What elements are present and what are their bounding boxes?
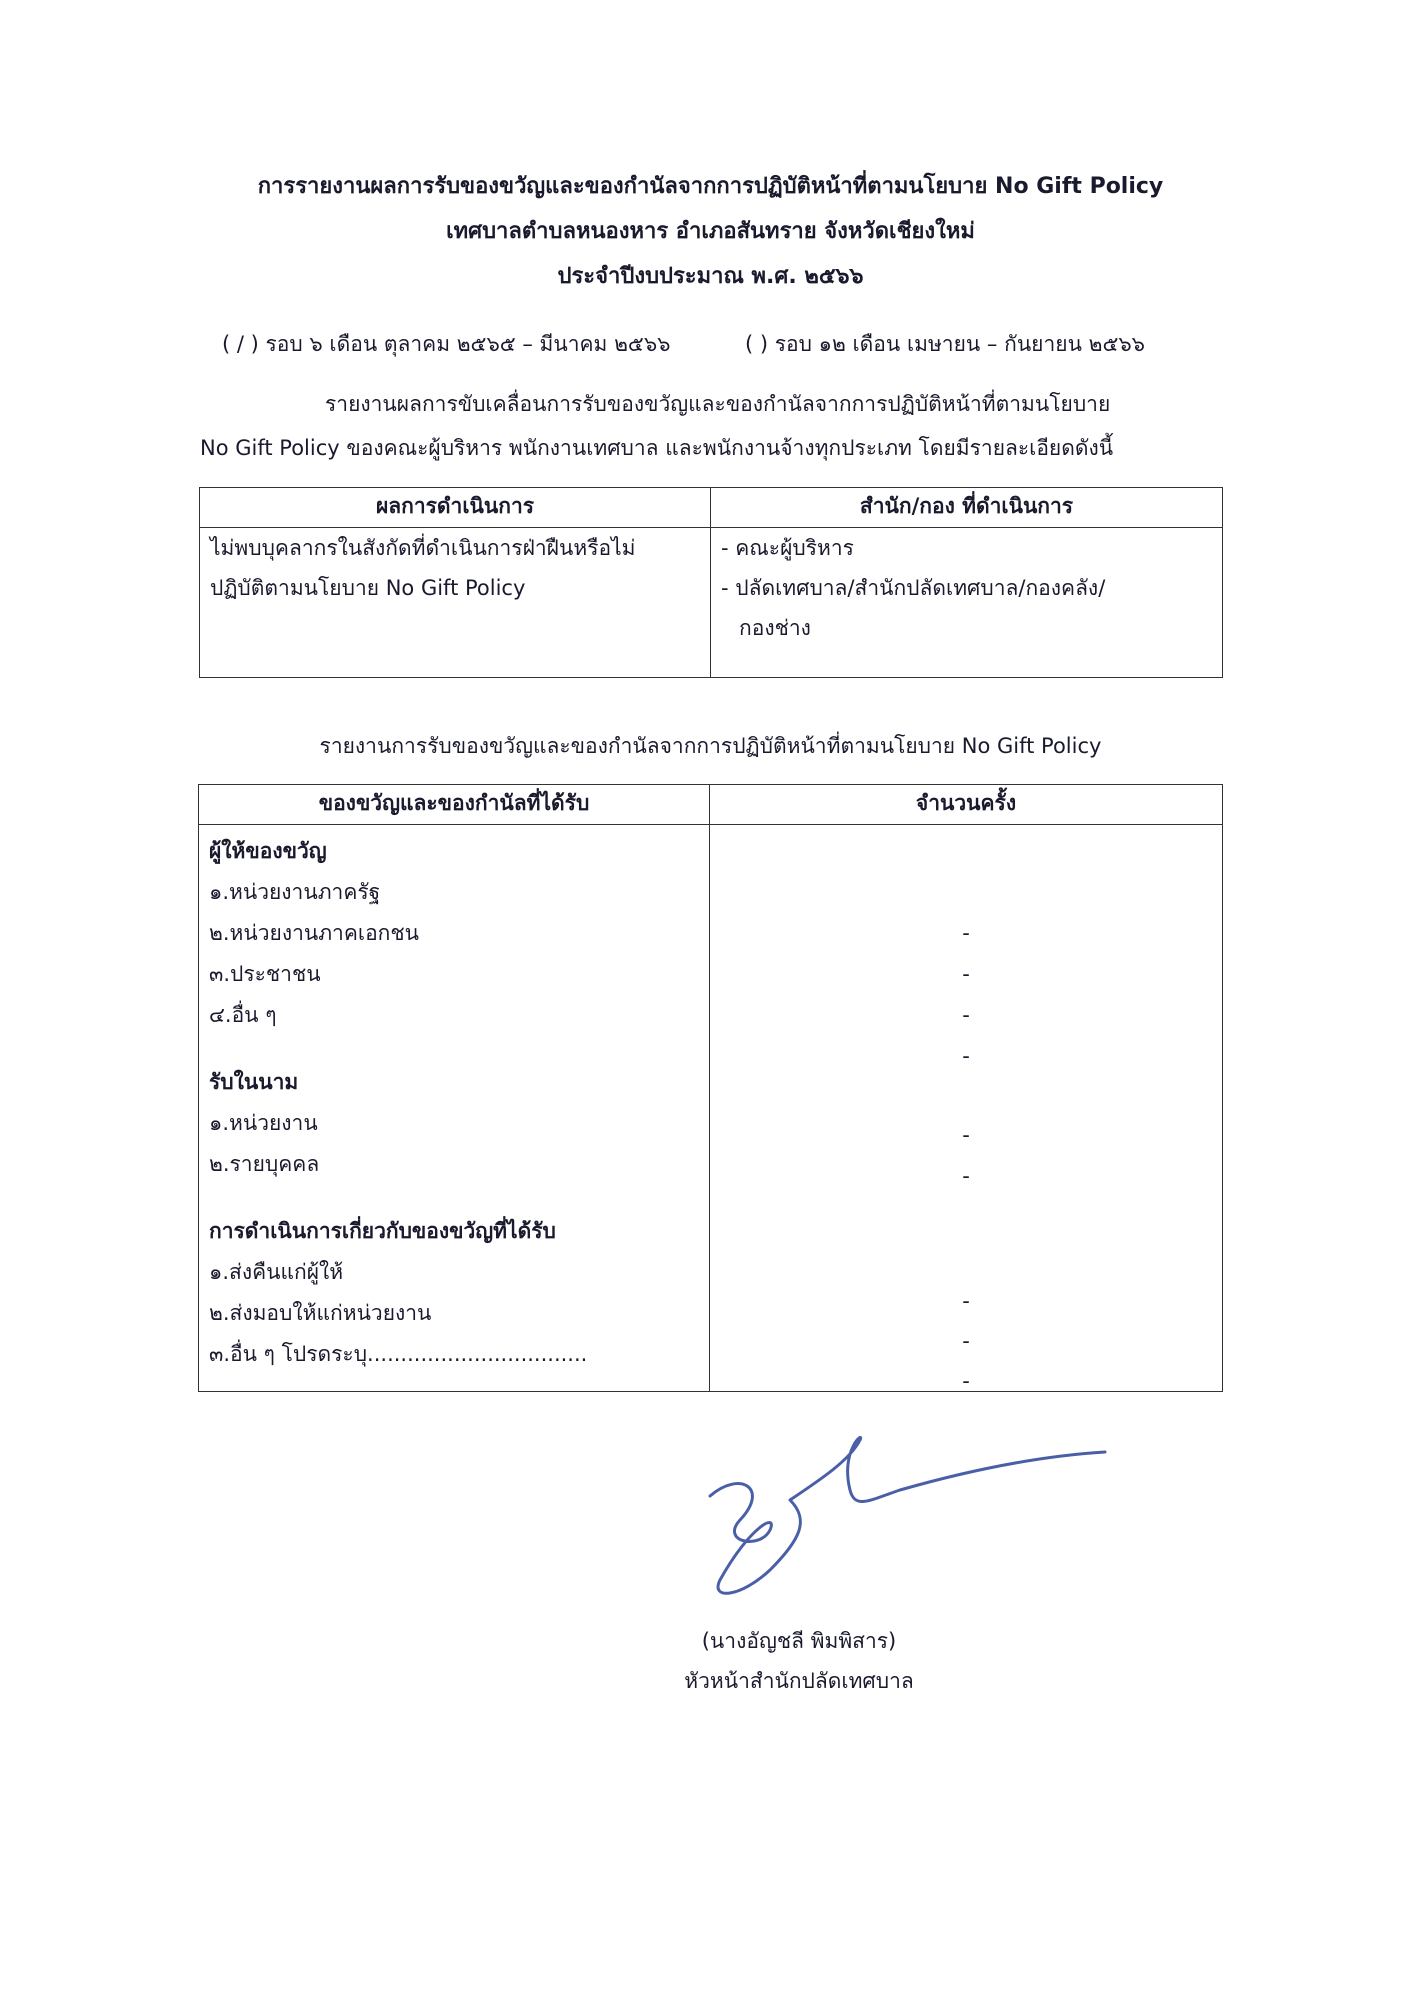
count-value: -	[962, 1123, 970, 1147]
signature-stroke	[710, 1437, 1105, 1593]
list-item: ๑.ส่งคืนแก่ผู้ให้	[209, 1260, 344, 1284]
count-value: -	[962, 1044, 970, 1068]
count-value: -	[962, 962, 970, 986]
list-item: ๒.รายบุคคล	[209, 1152, 320, 1176]
gift-list-cell	[199, 825, 710, 1392]
list-item: ๑.หน่วยงาน	[209, 1111, 318, 1135]
intro-line-2: No Gift Policy ของคณะผู้บริหาร พนักงานเทศบาล และพนักงานจ้างทุกประเภท โดยมีรายละเอียดดังนี้	[200, 436, 1114, 460]
period-round-12-months: ( ) รอบ ๑๒ เดือน เมษายน – กันยายน ๒๕๖๖	[745, 332, 1146, 356]
intro-line-1: รายงานผลการขับเคลื่อนการรับของขวัญและของกำนัลจากการปฏิบัติหน้าที่ตามนโยบาย	[325, 392, 1111, 416]
list-item: ๓.อื่น ๆ โปรดระบุ.................................	[209, 1342, 588, 1366]
list-item: ๒.หน่วยงานภาคเอกชน	[209, 921, 420, 945]
gift-column-header: ของขวัญและของกำนัลที่ได้รับ	[199, 785, 710, 825]
result-column-header: ผลการดำเนินการ	[200, 488, 711, 528]
organization-title: เทศบาลตำบลหนองหาร อำเภอสันทราย จังหวัดเชียงใหม่	[446, 219, 975, 244]
gift-table	[198, 784, 1223, 1392]
count-value: -	[962, 1289, 970, 1313]
count-value: -	[962, 1369, 970, 1393]
count-cell	[710, 825, 1223, 1392]
count-value: -	[962, 1164, 970, 1188]
signatory-position: หัวหน้าสำนักปลัดเทศบาล	[684, 1669, 914, 1693]
count-value: -	[962, 921, 970, 945]
list-item: ๑.หน่วยงานภาครัฐ	[209, 880, 381, 904]
unit-column-header: สำนัก/กอง ที่ดำเนินการ	[711, 488, 1223, 528]
unit-line: - คณะผู้บริหาร	[721, 536, 854, 560]
report-title: การรายงานผลการรับของขวัญและของกำนัลจากการปฏิบัติหน้าที่ตามนโยบาย No Gift Policy	[257, 174, 1164, 199]
unit-line: กองช่าง	[739, 616, 811, 640]
section-heading-received-as: รับในนาม	[209, 1070, 299, 1094]
signature-image	[700, 1430, 1120, 1610]
count-value: -	[962, 1329, 970, 1353]
result-cell	[200, 528, 711, 678]
result-line: ปฏิบัติตามนโยบาย No Gift Policy	[210, 576, 526, 600]
section-heading-action: การดำเนินการเกี่ยวกับของขวัญที่ได้รับ	[209, 1219, 556, 1243]
unit-line: - ปลัดเทศบาล/สำนักปลัดเทศบาล/กองคลัง/	[721, 576, 1106, 600]
count-value: -	[962, 1003, 970, 1027]
signatory-name: (นางอัญชลี พิมพิสาร)	[701, 1629, 897, 1653]
section-heading-giver: ผู้ให้ของขวัญ	[209, 839, 327, 863]
gift-table-caption: รายงานการรับของขวัญและของกำนัลจากการปฏิบัติหน้าที่ตามนโยบาย No Gift Policy	[319, 734, 1102, 758]
result-table	[199, 487, 1223, 678]
period-round-6-months: ( / ) รอบ ๖ เดือน ตุลาคม ๒๕๖๕ – มีนาคม ๒๕๖๖	[222, 332, 671, 356]
unit-cell	[711, 528, 1223, 678]
list-item: ๒.ส่งมอบให้แก่หน่วยงาน	[209, 1301, 432, 1325]
count-column-header: จำนวนครั้ง	[710, 785, 1223, 825]
list-item: ๓.ประชาชน	[209, 962, 321, 986]
result-line: ไม่พบบุคลากรในสังกัดที่ดำเนินการฝ่าฝืนหรือไม่	[210, 536, 636, 560]
fiscal-year-title: ประจำปีงบประมาณ พ.ศ. ๒๕๖๖	[557, 264, 864, 289]
list-item: ๔.อื่น ๆ	[209, 1003, 277, 1027]
